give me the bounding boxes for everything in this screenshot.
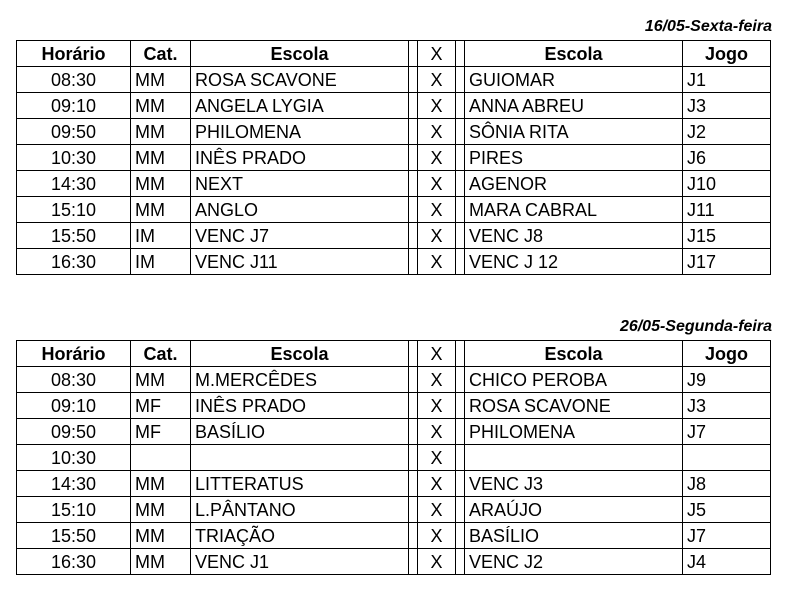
- game-cell: J9: [683, 367, 771, 393]
- gap-cell: [456, 367, 465, 393]
- col-header-x: X: [418, 341, 456, 367]
- table-row: [17, 171, 771, 197]
- away-school-cell: VENC J8: [465, 223, 683, 249]
- table-row: [17, 445, 771, 471]
- versus-cell: X: [418, 93, 456, 119]
- game-cell: J8: [683, 471, 771, 497]
- header-row: [17, 341, 771, 367]
- gap-cell: [409, 367, 418, 393]
- game-cell: J11: [683, 197, 771, 223]
- time-cell: 16:30: [17, 549, 131, 575]
- gap-cell: [456, 171, 465, 197]
- gap-cell: [409, 119, 418, 145]
- category-cell: MM: [131, 145, 191, 171]
- date-heading: 16/05-Sexta-feira: [644, 18, 772, 35]
- col-header-jogo: Jogo: [683, 41, 771, 67]
- col-header-cat: Cat.: [131, 341, 191, 367]
- home-school-cell: ANGLO: [191, 197, 409, 223]
- home-school-cell: NEXT: [191, 171, 409, 197]
- schedule-table: [16, 340, 771, 575]
- category-cell: MM: [131, 93, 191, 119]
- gap-cell: [456, 445, 465, 471]
- gap-cell: [409, 41, 418, 67]
- gap-cell: [456, 523, 465, 549]
- versus-cell: X: [418, 419, 456, 445]
- gap-cell: [409, 393, 418, 419]
- game-cell: J17: [683, 249, 771, 275]
- gap-cell: [409, 67, 418, 93]
- category-cell: MF: [131, 419, 191, 445]
- away-school-cell: ANNA ABREU: [465, 93, 683, 119]
- game-cell: J1: [683, 67, 771, 93]
- table-row: [17, 419, 771, 445]
- time-cell: 16:30: [17, 249, 131, 275]
- game-cell: J7: [683, 523, 771, 549]
- table-row: [17, 93, 771, 119]
- table-row: [17, 223, 771, 249]
- home-school-cell: ANGELA LYGIA: [191, 93, 409, 119]
- time-cell: 09:10: [17, 393, 131, 419]
- versus-cell: X: [418, 223, 456, 249]
- time-cell: 09:50: [17, 419, 131, 445]
- gap-cell: [409, 171, 418, 197]
- col-header-escola-away: Escola: [465, 341, 683, 367]
- time-cell: 10:30: [17, 445, 131, 471]
- gap-cell: [409, 223, 418, 249]
- gap-cell: [456, 93, 465, 119]
- versus-cell: X: [418, 145, 456, 171]
- category-cell: MM: [131, 523, 191, 549]
- gap-cell: [456, 145, 465, 171]
- category-cell: MM: [131, 497, 191, 523]
- col-header-cat: Cat.: [131, 41, 191, 67]
- table-row: [17, 393, 771, 419]
- home-school-cell: INÊS PRADO: [191, 393, 409, 419]
- category-cell: MM: [131, 471, 191, 497]
- away-school-cell: AGENOR: [465, 171, 683, 197]
- game-cell: J3: [683, 393, 771, 419]
- versus-cell: X: [418, 197, 456, 223]
- gap-cell: [409, 471, 418, 497]
- versus-cell: X: [418, 445, 456, 471]
- category-cell: MM: [131, 67, 191, 93]
- versus-cell: X: [418, 497, 456, 523]
- time-cell: 09:10: [17, 93, 131, 119]
- col-header-escola-away: Escola: [465, 41, 683, 67]
- away-school-cell: SÔNIA RITA: [465, 119, 683, 145]
- away-school-cell: VENC J 12: [465, 249, 683, 275]
- home-school-cell: LITTERATUS: [191, 471, 409, 497]
- gap-cell: [456, 471, 465, 497]
- home-school-cell: VENC J7: [191, 223, 409, 249]
- gap-cell: [456, 497, 465, 523]
- game-cell: J7: [683, 419, 771, 445]
- table-row: [17, 197, 771, 223]
- category-cell: MM: [131, 171, 191, 197]
- gap-cell: [409, 549, 418, 575]
- table-row: [17, 549, 771, 575]
- game-cell: [683, 445, 771, 471]
- table-row: [17, 67, 771, 93]
- versus-cell: X: [418, 171, 456, 197]
- game-cell: J15: [683, 223, 771, 249]
- header-row: [17, 41, 771, 67]
- home-school-cell: [191, 445, 409, 471]
- versus-cell: X: [418, 393, 456, 419]
- home-school-cell: VENC J11: [191, 249, 409, 275]
- gap-cell: [409, 497, 418, 523]
- game-cell: J5: [683, 497, 771, 523]
- away-school-cell: GUIOMAR: [465, 67, 683, 93]
- gap-cell: [456, 549, 465, 575]
- table-row: [17, 249, 771, 275]
- away-school-cell: BASÍLIO: [465, 523, 683, 549]
- gap-cell: [409, 445, 418, 471]
- table-row: [17, 119, 771, 145]
- gap-cell: [456, 41, 465, 67]
- versus-cell: X: [418, 549, 456, 575]
- col-header-horario: Horário: [17, 341, 131, 367]
- home-school-cell: VENC J1: [191, 549, 409, 575]
- game-cell: J6: [683, 145, 771, 171]
- gap-cell: [409, 523, 418, 549]
- versus-cell: X: [418, 471, 456, 497]
- away-school-cell: PHILOMENA: [465, 419, 683, 445]
- home-school-cell: INÊS PRADO: [191, 145, 409, 171]
- gap-cell: [456, 341, 465, 367]
- away-school-cell: PIRES: [465, 145, 683, 171]
- gap-cell: [409, 93, 418, 119]
- table-row: [17, 367, 771, 393]
- time-cell: 08:30: [17, 367, 131, 393]
- gap-cell: [456, 223, 465, 249]
- category-cell: MM: [131, 549, 191, 575]
- time-cell: 10:30: [17, 145, 131, 171]
- home-school-cell: TRIAÇÃO: [191, 523, 409, 549]
- table-row: [17, 497, 771, 523]
- schedule-table: [16, 40, 771, 275]
- col-header-escola-home: Escola: [191, 41, 409, 67]
- category-cell: [131, 445, 191, 471]
- time-cell: 15:10: [17, 497, 131, 523]
- home-school-cell: PHILOMENA: [191, 119, 409, 145]
- home-school-cell: M.MERCÊDES: [191, 367, 409, 393]
- away-school-cell: CHICO PEROBA: [465, 367, 683, 393]
- gap-cell: [456, 119, 465, 145]
- gap-cell: [409, 341, 418, 367]
- game-cell: J4: [683, 549, 771, 575]
- versus-cell: X: [418, 367, 456, 393]
- time-cell: 15:10: [17, 197, 131, 223]
- time-cell: 15:50: [17, 223, 131, 249]
- away-school-cell: VENC J2: [465, 549, 683, 575]
- date-heading: 26/05-Segunda-feira: [619, 318, 772, 335]
- gap-cell: [456, 249, 465, 275]
- category-cell: MM: [131, 367, 191, 393]
- away-school-cell: ROSA SCAVONE: [465, 393, 683, 419]
- versus-cell: X: [418, 523, 456, 549]
- gap-cell: [409, 249, 418, 275]
- category-cell: MF: [131, 393, 191, 419]
- time-cell: 14:30: [17, 471, 131, 497]
- category-cell: MM: [131, 119, 191, 145]
- versus-cell: X: [418, 67, 456, 93]
- gap-cell: [456, 197, 465, 223]
- gap-cell: [456, 419, 465, 445]
- away-school-cell: VENC J3: [465, 471, 683, 497]
- game-cell: J10: [683, 171, 771, 197]
- gap-cell: [409, 419, 418, 445]
- gap-cell: [409, 197, 418, 223]
- home-school-cell: BASÍLIO: [191, 419, 409, 445]
- category-cell: IM: [131, 249, 191, 275]
- category-cell: IM: [131, 223, 191, 249]
- table-row: [17, 471, 771, 497]
- time-cell: 14:30: [17, 171, 131, 197]
- home-school-cell: L.PÂNTANO: [191, 497, 409, 523]
- away-school-cell: ARAÚJO: [465, 497, 683, 523]
- table-row: [17, 523, 771, 549]
- versus-cell: X: [418, 119, 456, 145]
- category-cell: MM: [131, 197, 191, 223]
- col-header-horario: Horário: [17, 41, 131, 67]
- home-school-cell: ROSA SCAVONE: [191, 67, 409, 93]
- col-header-x: X: [418, 41, 456, 67]
- away-school-cell: MARA CABRAL: [465, 197, 683, 223]
- time-cell: 08:30: [17, 67, 131, 93]
- game-cell: J3: [683, 93, 771, 119]
- time-cell: 09:50: [17, 119, 131, 145]
- gap-cell: [409, 145, 418, 171]
- col-header-escola-home: Escola: [191, 341, 409, 367]
- away-school-cell: [465, 445, 683, 471]
- gap-cell: [456, 67, 465, 93]
- game-cell: J2: [683, 119, 771, 145]
- time-cell: 15:50: [17, 523, 131, 549]
- versus-cell: X: [418, 249, 456, 275]
- col-header-jogo: Jogo: [683, 341, 771, 367]
- table-row: [17, 145, 771, 171]
- gap-cell: [456, 393, 465, 419]
